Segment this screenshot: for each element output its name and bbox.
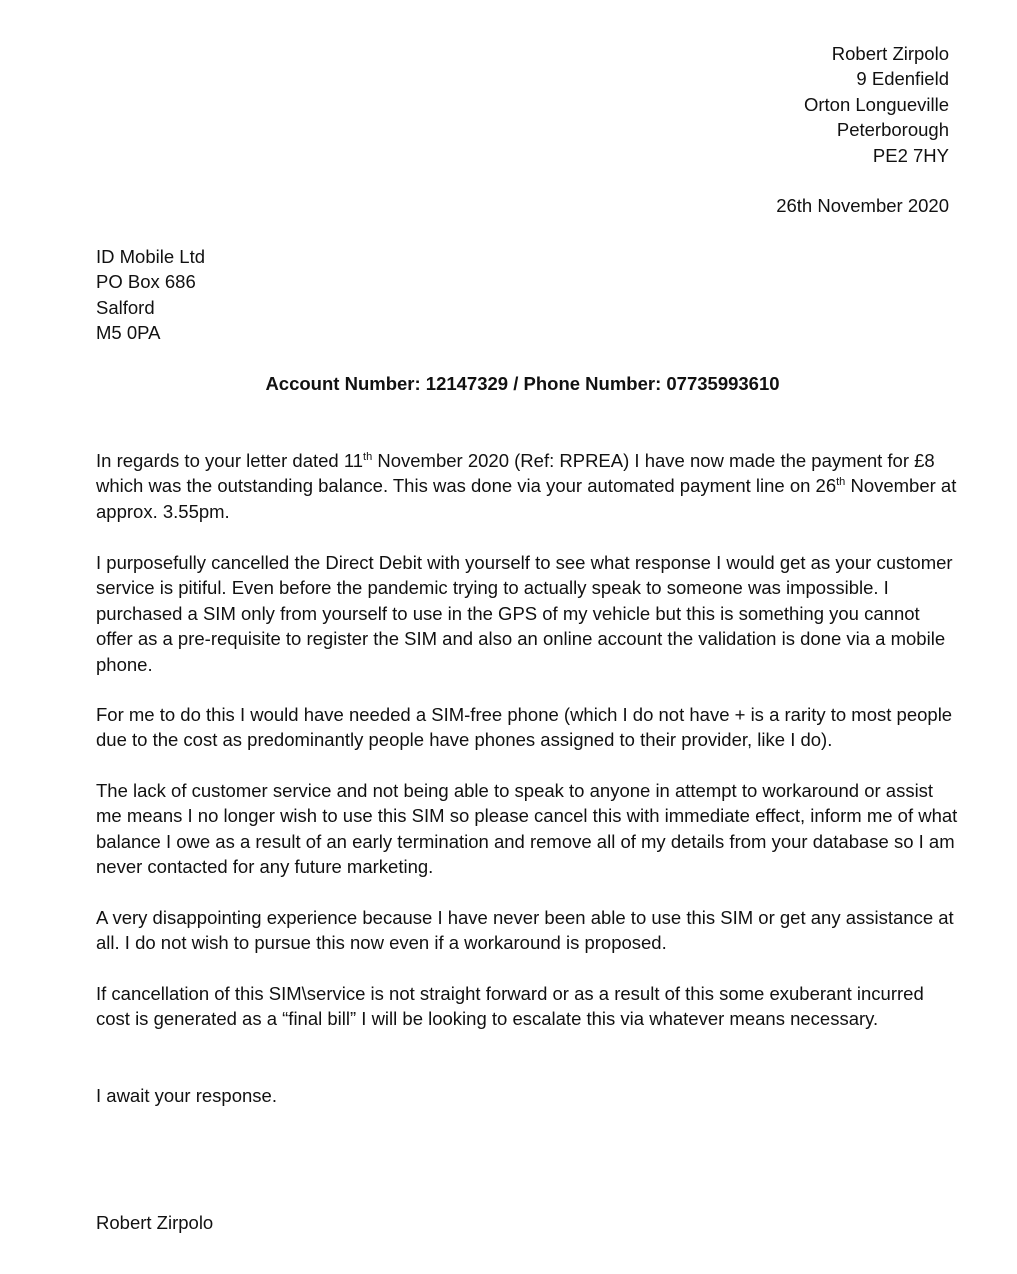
payment-text-3: November at approx. 3.55pm.	[96, 475, 957, 522]
body-paragraph-direct-debit: I purposefully cancelled the Direct Debit with yourself to see what response I would get as your customer service is pitiful. Even before the pandemic trying to actually speak to someone was impossible. I purchased a SIM only from yourself to use in the GPS of my vehicle but this is something you cannot offer as a pre-requisite to register the SIM and also an online account the validation is done via a mobile phone.	[96, 552, 953, 675]
body-paragraph-closing: I await your response.	[96, 1085, 277, 1106]
recipient-postcode: M5 0PA	[96, 322, 161, 344]
recipient-company: ID Mobile Ltd	[96, 246, 205, 267]
sender-street: 9 Edenfield	[856, 68, 949, 90]
payment-text-2: November 2020 (Ref: RPREA) I have now made the payment for £8 which was the outstanding balance. This was done via your automated payment line on 26	[96, 450, 935, 497]
sender-postcode: PE2 7HY	[872, 144, 949, 166]
ordinal-suffix: th	[836, 476, 846, 489]
sender-city: Peterborough	[836, 119, 949, 141]
body-paragraph-cancellation-request: The lack of customer service and not being able to speak to anyone in attempt to workaround or assist me means I no longer wish to use this SIM so please cancel this with immediate effect, inform me of what balance I owe as a result of an early termination and remove all of my details from your database so I am never contacted for any future marketing.	[96, 780, 958, 878]
sender-district: Orton Longueville	[803, 93, 949, 115]
subject-line: Account Number: 12147329 / Phone Number: 07735993610	[265, 373, 780, 394]
letter-date: 26th November 2020	[776, 195, 949, 216]
body-paragraph-sim-free-phone: For me to do this I would have needed a SIM-free phone (which I do not have + is a rarity to most people due to the cost as predominantly people have phones assigned to their provider, like I do).	[96, 704, 953, 751]
recipient-po-box: PO Box 686	[96, 271, 196, 293]
ordinal-suffix: th	[363, 450, 373, 463]
payment-text-1: In regards to your letter dated 11	[96, 450, 364, 471]
signature-name: Robert Zirpolo	[96, 1212, 214, 1233]
recipient-address	[96, 244, 205, 346]
sender-address	[804, 41, 949, 168]
sender-name: Robert Zirpolo	[831, 43, 949, 64]
body-paragraph-escalation: If cancellation of this SIM\service is not straight forward or as a result of this some exuberant incurred cost is generated as a “final bill” I will be looking to escalate this via whatever means necessary.	[96, 983, 924, 1030]
body-paragraph-disappointment: A very disappointing experience because I have never been able to use this SIM or get any assistance at all. I do not wish to pursue this now even if a workaround is proposed.	[96, 907, 954, 954]
body-paragraph-payment	[96, 448, 958, 524]
recipient-city: Salford	[96, 296, 155, 318]
